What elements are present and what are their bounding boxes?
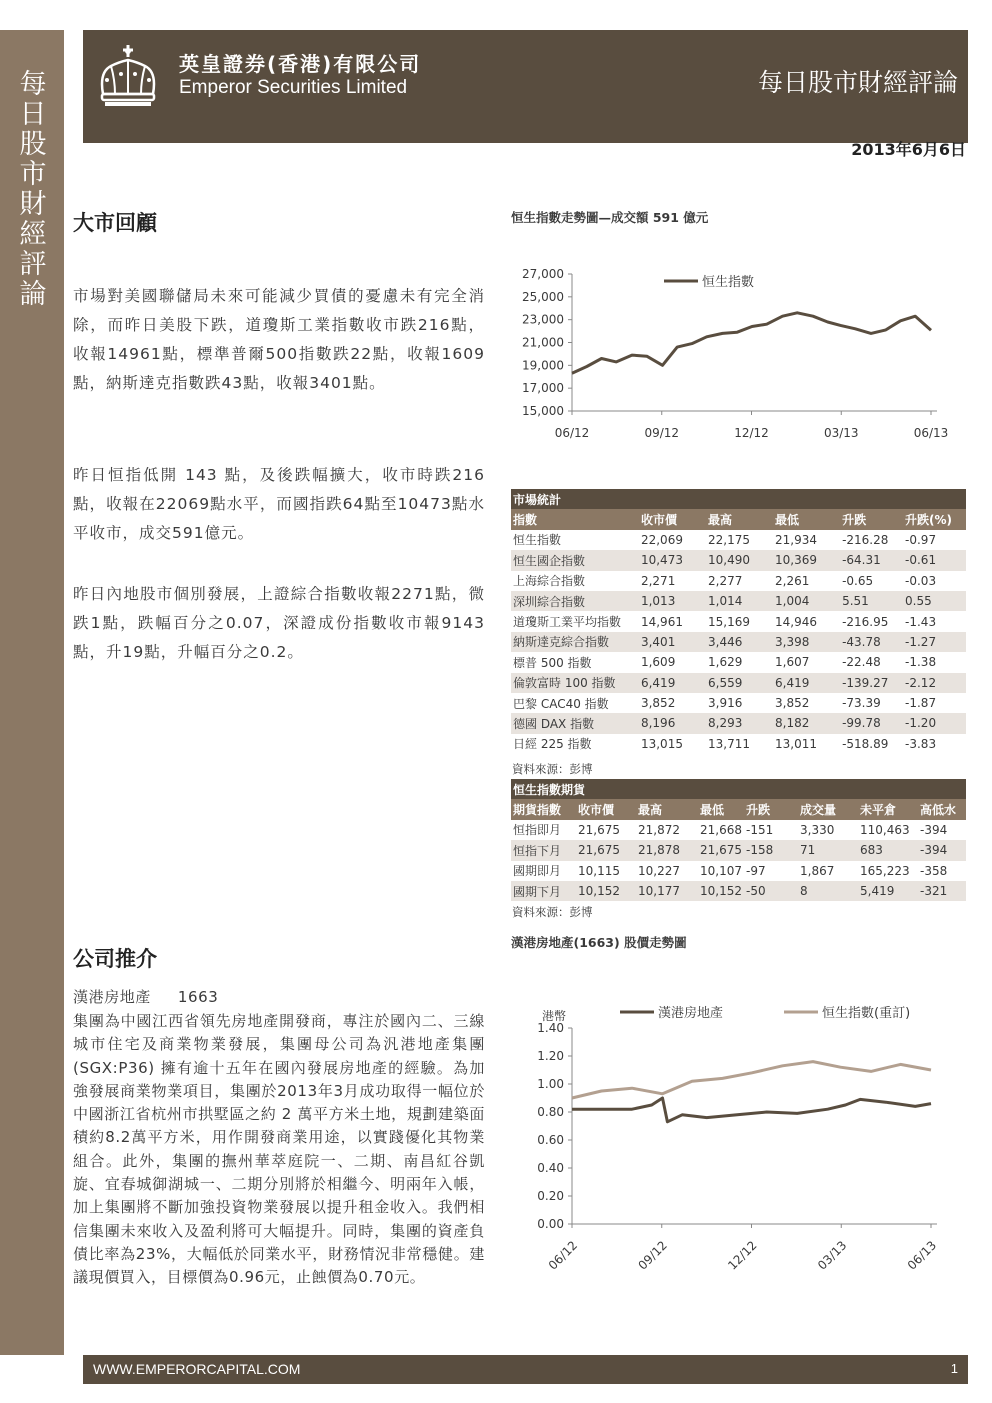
market-stats-cell: -73.39: [842, 696, 881, 711]
market-stats-cell: -1.38: [905, 655, 937, 670]
futures-cell: 10,177: [636, 881, 698, 901]
market-stats-cell: 14,961: [640, 614, 683, 629]
market-stats-cell: 3,446: [706, 632, 773, 652]
market-review-paragraph-3: 昨日內地股市個別發展，上證綜合指數收報2271點，微跌1點，跌幅百分之0.07，深證成份指數收市報9143點，升19點，升幅百分之0.2。: [73, 585, 485, 661]
futures-cell: 1,867: [800, 863, 835, 878]
futures-cell: 恒指下月: [511, 840, 576, 860]
futures-header-0: 期貨指數: [511, 799, 576, 819]
futures-cell: 10,107: [700, 863, 742, 878]
table-row: [511, 693, 966, 713]
futures-cell: 10,152: [576, 881, 636, 901]
report-title: 每日股市財經評論: [757, 68, 958, 97]
futures-cell: -158: [744, 840, 798, 860]
market-stats-cell: 8,182: [773, 713, 840, 733]
side-bar: [0, 30, 64, 1355]
market-stats-cell: -1.20: [903, 713, 966, 733]
page-number: 1: [950, 1361, 958, 1376]
stock-chart: [508, 995, 963, 1285]
market-stats-cell: 0.55: [903, 591, 966, 611]
market-review-paragraph-1: 市場對美國聯儲局未來可能減少買債的憂慮未有完全消除，而昨日美股下跌，道瓊斯工業指數收市跌216點，收報14961點，標準普爾500指數跌22點，收報1609點，納斯達克指數跌43點，收報3401點。: [73, 287, 485, 392]
x-tick-label: 03/13: [815, 1238, 850, 1273]
market-stats-cell: -99.78: [840, 713, 903, 733]
futures-cell: 71: [798, 840, 858, 860]
market-stats-cell: 22,175: [708, 532, 750, 547]
market-stats-cell: 1,013: [639, 591, 706, 611]
market-review-title: 大市回顧: [73, 211, 157, 235]
x-tick-label: 12/12: [734, 426, 769, 440]
company-pick-body: 集團為中國江西省領先房地產開發商，專注於國內二、三線城市住宅及商業物業發展，集團母公司為汎港地產集團(SGX:P36) 擁有逾十五年在國內發展房地產的經驗。為加強發展商業物業項目，集團於2013年3月成功取得一幅位於中國浙江省杭州市拱墅區之約 2 萬平方米土地，規劃建築面積約8.2萬平方米，用作開發商業用途，以實踐優化其物業組合。此外，集團的撫州華萃庭院一、二期、南昌紅谷凱旋、宜春城御湖城一、二期分別將於相繼今、明兩年入帳，加上集團將不斷加強投資物業發展以提升租金收入。我們相信集團未來收入及盈利將可大幅提升。同時，集團的資產負債比率為23%，大幅低於同業水平，財務情況非常穩健。建議現價買入，目標價為0.96元，止蝕價為0.70元。: [73, 1012, 485, 1287]
table-row: [511, 713, 966, 733]
market-stats-cell: 納斯達克綜合指數: [511, 632, 639, 652]
market-stats-source: 資料來源：彭博: [512, 762, 593, 776]
table-row: [511, 591, 966, 611]
y-tick-label: 25,000: [522, 289, 564, 304]
x-tick-label: 09/12: [635, 1238, 670, 1273]
table-row: [511, 652, 966, 672]
x-tick-label: 12/12: [725, 1238, 760, 1273]
market-stats-cell: 13,711: [708, 736, 750, 751]
y-axis-label: 港幣: [541, 1009, 566, 1023]
crown-logo-icon: [93, 42, 163, 112]
y-tick-label: 19,000: [522, 358, 564, 373]
y-tick-label: 0.40: [537, 1161, 564, 1175]
futures-header-4: 升跌: [744, 799, 798, 819]
hsi-chart: [508, 262, 963, 452]
market-stats-header-0: 指數: [511, 509, 639, 529]
market-stats-cell: 日經 225 指數: [513, 737, 592, 752]
market-stats-cell: 倫敦富時 100 指數: [511, 673, 639, 693]
market-stats-table: [511, 489, 966, 754]
y-tick-label: 27,000: [522, 267, 564, 281]
market-stats-cell: 德國 DAX 指數: [511, 713, 639, 733]
market-stats-cell: 1,607: [775, 655, 810, 670]
market-stats-cell: 標普 500 指數: [513, 655, 592, 670]
legend-label-1: 恒生指數(重訂): [822, 1006, 911, 1021]
market-stats-cell: 深圳綜合指數: [511, 591, 639, 611]
x-tick-label: 06/13: [904, 1238, 940, 1273]
y-tick-label: 21,000: [522, 335, 564, 350]
market-stats-cell: 2,261: [775, 573, 810, 588]
market-stats-cell: -518.89: [842, 736, 889, 751]
market-stats-cell: 恒生國企指數: [511, 550, 639, 570]
market-stats-header-4: 升跌: [840, 509, 903, 529]
series-line-0: [572, 1098, 931, 1122]
table-row: [511, 550, 966, 570]
futures-cell: 國期下月: [511, 881, 576, 901]
market-stats-header-3: 最低: [773, 509, 840, 529]
x-tick-label: 06/12: [545, 1238, 581, 1273]
futures-cell: 8: [798, 881, 858, 901]
futures-cell: -394: [920, 822, 948, 837]
futures-header-2: 最高: [636, 799, 698, 819]
table-row: [511, 673, 966, 693]
y-tick-label: 1.20: [537, 1049, 564, 1063]
legend-label-0: 恒生指數: [702, 275, 755, 290]
market-stats-cell: 14,946: [775, 614, 818, 629]
market-stats-cell: 21,934: [775, 532, 818, 547]
futures-header-3: 最低: [698, 799, 744, 819]
market-stats-cell: 恒生指數: [513, 533, 562, 548]
futures-cell: 110,463: [860, 822, 910, 837]
market-stats-cell: 10,369: [773, 550, 840, 570]
market-stats-cell: -0.97: [905, 532, 937, 547]
futures-cell: 10,227: [638, 863, 680, 878]
market-stats-cell: -216.28: [842, 532, 889, 547]
x-tick-label: 09/12: [644, 426, 680, 440]
futures-cell: 5,419: [858, 881, 918, 901]
y-tick-label: 1.40: [537, 1021, 564, 1035]
futures-cell: -321: [918, 881, 966, 901]
futures-cell: 3,330: [800, 822, 835, 837]
report-date: 2013年6月6日: [851, 140, 966, 159]
company-name-cn: 英皇證券(香港)有限公司: [179, 52, 422, 76]
market-stats-header-2: 最高: [706, 509, 773, 529]
y-tick-label: 0.60: [537, 1133, 564, 1147]
market-stats-cell: -0.61: [903, 550, 966, 570]
futures-header-1: 收市價: [576, 799, 636, 819]
footer-bar: [83, 1355, 968, 1384]
market-stats-cell: 10,490: [706, 550, 773, 570]
table-row: [511, 632, 966, 652]
market-stats-cell: 3,398: [773, 632, 840, 652]
futures-cell: 10,152: [698, 881, 744, 901]
x-tick-label: 06/12: [554, 426, 590, 440]
futures-table: [511, 779, 966, 901]
market-stats-cell: 8,293: [706, 713, 773, 733]
market-stats-cell: 3,852: [640, 696, 676, 711]
market-stats-cell: 2,271: [640, 573, 676, 588]
futures-cell: 10,115: [578, 863, 620, 878]
market-stats-cell: 10,473: [639, 550, 706, 570]
y-tick-label: 17,000: [522, 381, 564, 396]
market-stats-cell: -3.83: [905, 736, 937, 751]
market-stats-band: 市場統計: [511, 489, 966, 509]
company-name-en: Emperor Securities Limited: [179, 77, 408, 98]
series-line-0: [572, 313, 931, 374]
market-stats-cell: -139.27: [840, 673, 903, 693]
market-stats-cell: -43.78: [840, 632, 903, 652]
futures-cell: -394: [918, 840, 966, 860]
y-tick-label: 0.80: [537, 1105, 564, 1119]
company-pick-heading: 漢港房地產 1663: [73, 988, 219, 1006]
table-row: [511, 881, 966, 901]
market-stats-cell: 22,069: [640, 532, 683, 547]
market-stats-cell: 3,916: [708, 696, 743, 711]
futures-cell: 683: [858, 840, 918, 860]
market-stats-cell: 6,559: [706, 673, 773, 693]
futures-cell: 恒指即月: [513, 823, 562, 838]
futures-cell: -97: [746, 863, 766, 878]
market-review-paragraph-2: 昨日恒指低開 143 點，及後跌幅擴大，收市時跌216點，收報在22069點水平，而國指跌64點至10473點水平收市，成交591億元。: [73, 466, 485, 542]
futures-cell: -151: [746, 822, 774, 837]
table-row: [511, 734, 966, 754]
market-stats-cell: 6,419: [639, 673, 706, 693]
market-stats-cell: 13,015: [640, 736, 683, 751]
market-stats-cell: 巴黎 CAC40 指數: [513, 696, 609, 711]
table-row: [511, 861, 966, 881]
futures-header-5: 成交量: [798, 799, 858, 819]
market-stats-cell: -22.48: [842, 655, 881, 670]
market-stats-cell: -1.43: [905, 614, 937, 629]
market-stats-cell: 上海綜合指數: [513, 574, 586, 589]
y-tick-label: 0.00: [537, 1217, 564, 1231]
market-stats-header-5: 升跌(%): [903, 509, 966, 529]
futures-cell: 21,668: [700, 822, 742, 837]
table-row: [511, 611, 966, 631]
market-stats-cell: 2,277: [708, 573, 743, 588]
futures-source: 資料來源：彭博: [512, 905, 593, 919]
y-tick-label: 23,000: [522, 312, 564, 327]
footer-url: WWW.EMPERORCAPITAL.COM: [93, 1361, 301, 1377]
table-row: [511, 820, 966, 840]
futures-cell: 21,878: [636, 840, 698, 860]
x-tick-label: 03/13: [823, 426, 859, 440]
table-row: [511, 530, 966, 550]
market-stats-cell: 1,629: [708, 655, 743, 670]
market-stats-cell: 13,011: [775, 736, 818, 751]
y-tick-label: 0.20: [537, 1189, 564, 1203]
side-title: 每日股市財經評論: [19, 69, 47, 310]
company-pick-title: 公司推介: [73, 947, 157, 971]
market-stats-cell: -0.65: [842, 573, 874, 588]
futures-cell: -358: [920, 863, 948, 878]
market-stats-cell: -0.03: [905, 573, 937, 588]
futures-cell: 21,872: [638, 822, 680, 837]
market-stats-cell: 1,014: [706, 591, 773, 611]
market-stats-cell: 5.51: [840, 591, 903, 611]
hsi-chart-caption: 恒生指數走勢圖—成交額 591 億元: [511, 210, 709, 225]
futures-header-6: 未平倉: [858, 799, 918, 819]
futures-cell: 國期即月: [513, 864, 562, 879]
market-stats-cell: -1.27: [903, 632, 966, 652]
stock-chart-caption: 漢港房地產(1663) 股價走勢圖: [511, 935, 687, 950]
market-stats-cell: 1,004: [773, 591, 840, 611]
futures-cell: 165,223: [860, 863, 910, 878]
market-stats-cell: -2.12: [903, 673, 966, 693]
market-stats-cell: 1,609: [640, 655, 676, 670]
market-stats-cell: 6,419: [773, 673, 840, 693]
futures-cell: -50: [744, 881, 798, 901]
market-stats-cell: 8,196: [639, 713, 706, 733]
futures-cell: 21,675: [578, 822, 620, 837]
futures-cell: 21,675: [576, 840, 636, 860]
futures-band: 恒生指數期貨: [511, 779, 966, 799]
y-tick-label: 1.00: [537, 1077, 564, 1091]
table-row: [511, 840, 966, 860]
market-stats-cell: 3,401: [639, 632, 706, 652]
market-stats-cell: 道瓊斯工業平均指數: [513, 615, 622, 630]
header-banner: [83, 30, 968, 143]
market-stats-cell: 15,169: [708, 614, 750, 629]
futures-cell: 21,675: [698, 840, 744, 860]
legend-label-0: 漢港房地產: [658, 1006, 724, 1021]
y-tick-label: 15,000: [522, 404, 564, 418]
market-stats-cell: -1.87: [905, 696, 937, 711]
market-stats-cell: -216.95: [842, 614, 889, 629]
market-stats-cell: 3,852: [775, 696, 810, 711]
market-stats-header-1: 收市價: [639, 509, 706, 529]
futures-header-7: 高低水: [918, 799, 966, 819]
market-stats-cell: -64.31: [840, 550, 903, 570]
x-tick-label: 06/13: [913, 426, 949, 440]
series-line-1: [572, 1062, 931, 1098]
table-row: [511, 571, 966, 591]
